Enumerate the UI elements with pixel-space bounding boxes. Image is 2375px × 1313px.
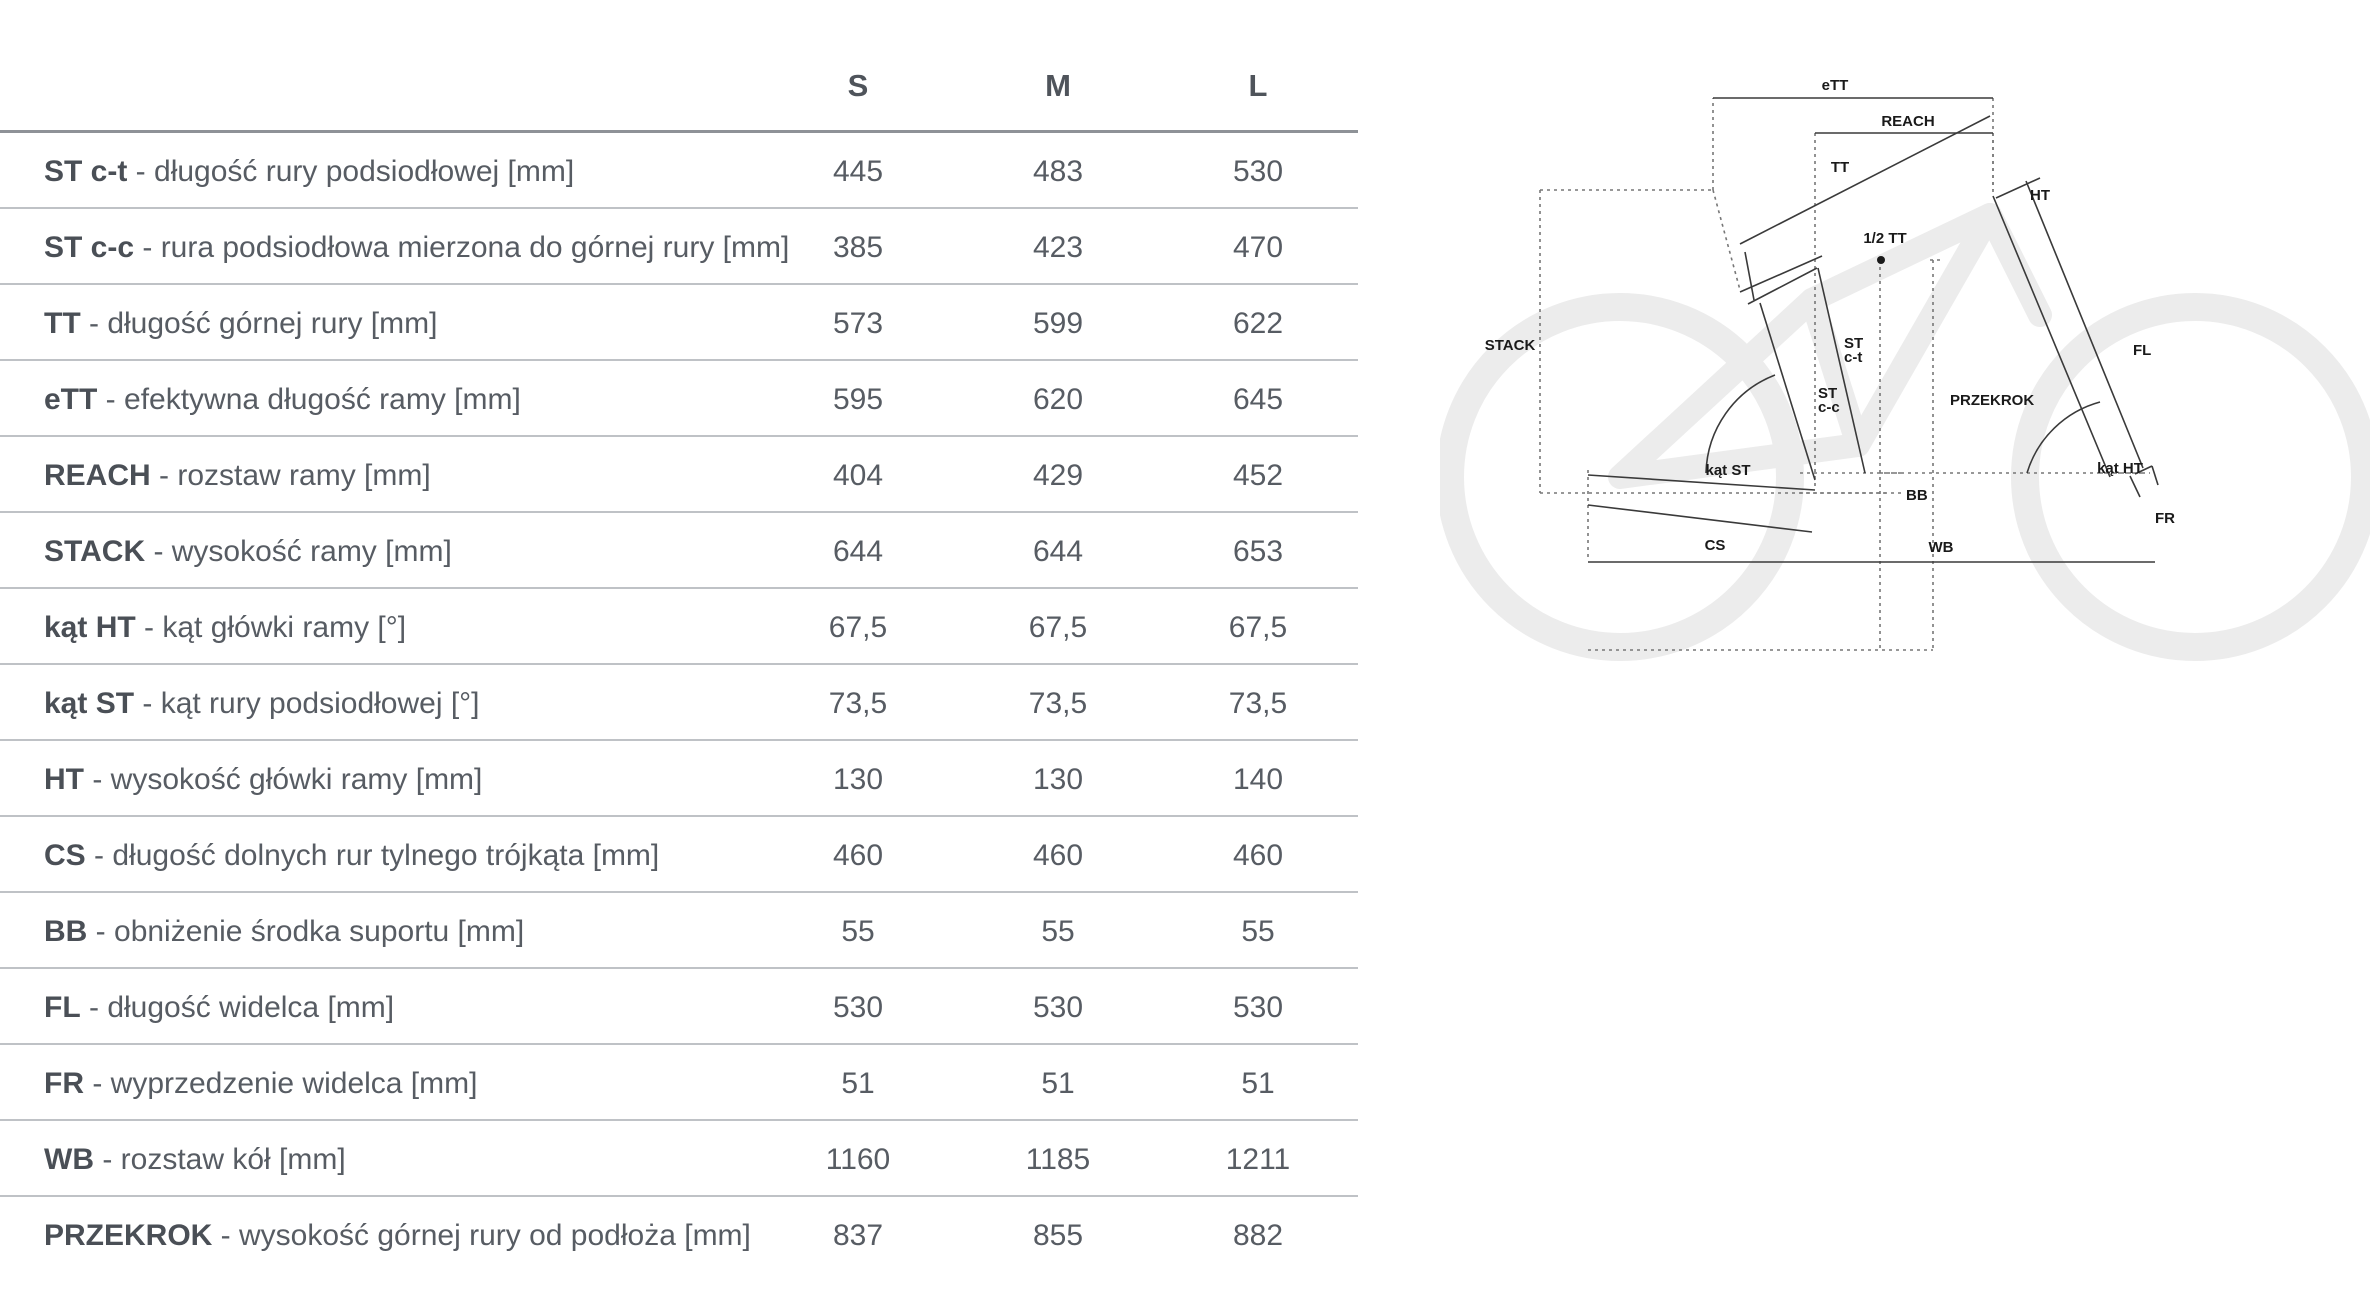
row-label — [44, 231, 789, 265]
row-label — [44, 307, 437, 341]
value-l: 1211 — [1225, 1143, 1291, 1176]
size-header-m: M — [1045, 68, 1071, 103]
table-row — [0, 893, 1358, 969]
value-l: 55 — [1241, 915, 1275, 948]
label-half-tt: 1/2 TT — [1863, 230, 1907, 247]
value-m: 423 — [1032, 231, 1084, 264]
row-label — [44, 915, 524, 949]
value-s: 404 — [832, 459, 884, 492]
row-label — [44, 687, 480, 721]
table-row — [0, 285, 1358, 361]
label-st-cc: ST — [1818, 385, 1838, 402]
value-l: 530 — [1232, 991, 1284, 1024]
row-label — [44, 155, 574, 189]
value-s: 644 — [832, 535, 884, 568]
row-abbr: TT — [44, 307, 81, 340]
value-s: 67,5 — [828, 611, 888, 644]
half-tt-marker — [1877, 256, 1885, 264]
row-abbr: kąt ST — [44, 687, 135, 720]
row-abbr: PRZEKROK — [44, 1219, 213, 1252]
row-abbr: ST c-t — [44, 155, 128, 188]
value-l: 645 — [1232, 383, 1284, 416]
value-s: 51 — [841, 1067, 875, 1100]
label-ett: eTT — [1821, 77, 1849, 94]
table-body — [0, 133, 1358, 1271]
row-desc: - rozstaw ramy [mm] — [150, 459, 431, 492]
label-stack: STACK — [1484, 337, 1536, 354]
value-s: 837 — [832, 1219, 884, 1252]
row-abbr: eTT — [44, 383, 98, 416]
row-abbr: REACH — [44, 459, 151, 492]
label-cs: CS — [1704, 537, 1726, 554]
row-desc: - długość dolnych rur tylnego trójkąta [mm] — [85, 839, 660, 872]
front-wheel — [2025, 307, 2365, 647]
value-l: 882 — [1232, 1219, 1284, 1252]
table-header — [0, 50, 1358, 133]
value-m: 55 — [1041, 915, 1075, 948]
row-label — [44, 991, 394, 1025]
row-label — [44, 611, 406, 645]
row-desc: - długość rury podsiodłowej [mm] — [127, 155, 575, 188]
value-m: 483 — [1032, 155, 1084, 188]
label-fl: FL — [2133, 342, 2152, 359]
label-tt: TT — [1830, 159, 1850, 176]
table-row — [0, 209, 1358, 285]
value-s: 1160 — [825, 1143, 891, 1176]
value-m: 599 — [1032, 307, 1084, 340]
table-row — [0, 589, 1358, 665]
row-desc: - długość górnej rury [mm] — [80, 307, 438, 340]
value-m: 51 — [1041, 1067, 1075, 1100]
label-wb: WB — [1928, 539, 1954, 556]
row-label — [44, 763, 482, 797]
row-desc: - długość widelca [mm] — [80, 991, 395, 1024]
row-desc: - wyprzedzenie widelca [mm] — [84, 1067, 478, 1100]
value-s: 573 — [832, 307, 884, 340]
table-row — [0, 1045, 1358, 1121]
table-row — [0, 665, 1358, 741]
value-m: 460 — [1032, 839, 1084, 872]
table-row — [0, 437, 1358, 513]
row-desc: - rozstaw kół [mm] — [93, 1143, 346, 1176]
label-cc: c-c — [1818, 399, 1840, 416]
value-m: 67,5 — [1028, 611, 1088, 644]
row-label — [44, 1067, 477, 1101]
value-l: 530 — [1232, 155, 1284, 188]
label-ht: HT — [2030, 187, 2050, 204]
row-desc: - kąt główki ramy [°] — [135, 611, 407, 644]
table-row — [0, 741, 1358, 817]
value-s: 55 — [841, 915, 875, 948]
row-label — [44, 1143, 346, 1177]
row-abbr: FL — [44, 991, 81, 1024]
value-s: 385 — [832, 231, 884, 264]
frame-silhouette — [1620, 215, 2040, 477]
value-l: 51 — [1241, 1067, 1275, 1100]
table-row — [0, 361, 1358, 437]
value-l: 470 — [1232, 231, 1284, 264]
value-m: 530 — [1032, 991, 1084, 1024]
table-row — [0, 1121, 1358, 1197]
row-abbr: ST c-c — [44, 231, 135, 264]
row-desc: - wysokość górnej rury od podłoża [mm] — [212, 1219, 751, 1252]
label-fr: FR — [2155, 510, 2175, 527]
value-l: 73,5 — [1228, 687, 1288, 720]
value-m: 620 — [1032, 383, 1084, 416]
label-ct: c-t — [1844, 349, 1863, 366]
label-st-ct: ST — [1844, 335, 1864, 352]
table-row — [0, 513, 1358, 589]
row-desc: - kąt rury podsiodłowej [°] — [134, 687, 480, 720]
value-s: 595 — [832, 383, 884, 416]
table-row — [0, 969, 1358, 1045]
label-bb: BB — [1906, 487, 1928, 504]
row-abbr: WB — [44, 1143, 94, 1176]
value-l: 452 — [1232, 459, 1284, 492]
value-l: 653 — [1232, 535, 1284, 568]
table-row — [0, 817, 1358, 893]
value-s: 130 — [832, 763, 884, 796]
label-przekrok: PRZEKROK — [1950, 392, 2035, 409]
row-label — [44, 459, 431, 493]
row-desc: - wysokość ramy [mm] — [145, 535, 452, 568]
frame-geometry-diagram — [1440, 60, 2370, 680]
row-abbr: BB — [44, 915, 88, 948]
value-m: 429 — [1032, 459, 1084, 492]
row-label — [44, 1219, 751, 1253]
value-l: 622 — [1232, 307, 1284, 340]
value-s: 460 — [832, 839, 884, 872]
value-m: 644 — [1032, 535, 1084, 568]
value-l: 67,5 — [1228, 611, 1288, 644]
row-desc: - obniżenie środka suportu [mm] — [87, 915, 525, 948]
row-label — [44, 383, 521, 417]
value-m: 1185 — [1025, 1143, 1091, 1176]
size-header-s: S — [847, 68, 869, 103]
table-row — [0, 1197, 1358, 1271]
label-kat-st: kąt ST — [1705, 462, 1751, 479]
row-label — [44, 839, 659, 873]
row-abbr: STACK — [44, 535, 146, 568]
row-label — [44, 535, 452, 569]
value-l: 460 — [1232, 839, 1284, 872]
geometry-table — [0, 50, 1358, 1271]
value-s: 530 — [832, 991, 884, 1024]
value-s: 445 — [832, 155, 884, 188]
value-m: 73,5 — [1028, 687, 1088, 720]
row-desc: - wysokość główki ramy [mm] — [84, 763, 483, 796]
table-row — [0, 133, 1358, 209]
size-header-l: L — [1248, 68, 1268, 103]
value-l: 140 — [1232, 763, 1284, 796]
row-abbr: kąt HT — [44, 611, 136, 644]
value-m: 130 — [1032, 763, 1084, 796]
row-desc: - rura podsiodłowa mierzona do górnej rury [mm] — [134, 231, 790, 264]
value-s: 73,5 — [828, 687, 888, 720]
value-m: 855 — [1032, 1219, 1084, 1252]
row-desc: - efektywna długość ramy [mm] — [97, 383, 521, 416]
label-kat-ht: kąt HT — [2097, 460, 2143, 477]
row-abbr: HT — [44, 763, 84, 796]
label-reach: REACH — [1881, 113, 1935, 130]
row-abbr: CS — [44, 839, 86, 872]
row-abbr: FR — [44, 1067, 84, 1100]
